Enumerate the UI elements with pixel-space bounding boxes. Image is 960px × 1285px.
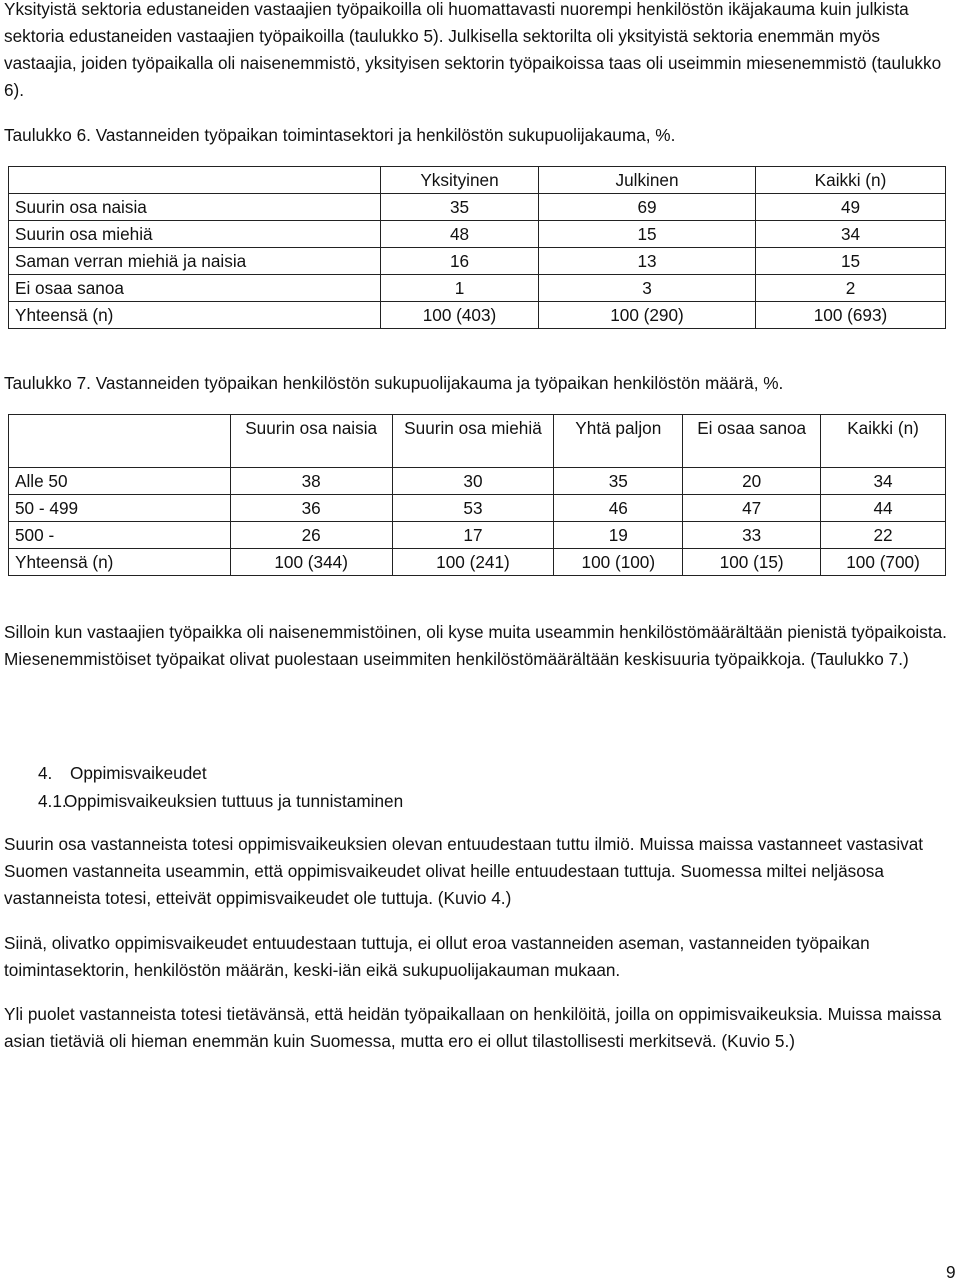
table6-header-cell: Julkinen: [539, 167, 756, 194]
row-label: Suurin osa naisia: [9, 194, 381, 221]
table6-header-cell: [9, 167, 381, 194]
table-cell: 2: [756, 275, 946, 302]
table-cell: 35: [554, 468, 683, 495]
table-total-row: [9, 549, 946, 576]
subsection-title: Oppimisvaikeuksien tuttuus ja tunnistaminen: [64, 791, 404, 811]
table-cell: 15: [756, 248, 946, 275]
table-cell: 17: [392, 522, 554, 549]
table-row: [9, 522, 946, 549]
table-cell: 49: [756, 194, 946, 221]
table6-header-cell: Yksityinen: [381, 167, 539, 194]
table-cell: 15: [539, 221, 756, 248]
table7-header-row: [9, 415, 946, 468]
table-cell: 26: [230, 522, 392, 549]
paragraph-no-difference: Siinä, olivatko oppimisvaikeudet entuudestaan tuttuja, ei ollut eroa vastanneiden aseman, vastanneiden työpaikan toimintasektorin, henkilöstön määrän, keski-iän eikä sukupuolijakauman mukaan.: [4, 933, 870, 980]
section-heading: [38, 760, 207, 787]
page-number: 9: [946, 1262, 956, 1282]
table-row: [9, 194, 946, 221]
section-number: 4.: [38, 763, 53, 783]
table-cell: 48: [381, 221, 539, 248]
table6-header-cell: Kaikki (n): [756, 167, 946, 194]
row-label: Yhteensä (n): [9, 549, 231, 576]
table7-header-cell: Suurin osa naisia: [230, 415, 392, 468]
table-cell: 53: [392, 495, 554, 522]
table-cell: 69: [539, 194, 756, 221]
row-label: 50 - 499: [9, 495, 231, 522]
row-label: Saman verran miehiä ja naisia: [9, 248, 381, 275]
table-cell: 19: [554, 522, 683, 549]
table7-header-cell: Suurin osa miehiä: [392, 415, 554, 468]
table7-header-cell: Yhtä paljon: [554, 415, 683, 468]
table-cell: 36: [230, 495, 392, 522]
table-cell: 46: [554, 495, 683, 522]
table7-header-cell: Ei osaa sanoa: [683, 415, 821, 468]
table6-caption: Taulukko 6. Vastanneiden työpaikan toimintasektori ja henkilöstön sukupuolijakauma, %.: [4, 125, 676, 145]
table7-caption: Taulukko 7. Vastanneiden työpaikan henkilöstön sukupuolijakauma ja työpaikan henkilöstön määrä, %.: [4, 373, 784, 393]
table-cell: 100 (693): [756, 302, 946, 329]
table-cell: 100 (15): [683, 549, 821, 576]
table-cell: 100 (241): [392, 549, 554, 576]
table-row: [9, 275, 946, 302]
table-cell: 47: [683, 495, 821, 522]
table7: [8, 414, 946, 576]
table-cell: 34: [821, 468, 946, 495]
table-cell: 38: [230, 468, 392, 495]
table-cell: 16: [381, 248, 539, 275]
row-label: 500 -: [9, 522, 231, 549]
table-cell: 100 (290): [539, 302, 756, 329]
table-cell: 100 (100): [554, 549, 683, 576]
table-cell: 13: [539, 248, 756, 275]
table-cell: 100 (403): [381, 302, 539, 329]
table-cell: 44: [821, 495, 946, 522]
paragraph-awareness: Yli puolet vastanneista totesi tietävänsä, että heidän työpaikallaan on henkilöitä, joilla on oppimisvaikeuksia. Muissa maissa asian tietäviä oli hieman enemmän kuin Suomessa, mutta ero ei ollut tilastollisesti merkitsevä. (Kuvio 5.): [4, 1004, 942, 1051]
paragraph-familiarity: Suurin osa vastanneista totesi oppimisvaikeuksien olevan entuudestaan tuttu ilmiö. Muissa maissa vastanneet vastasivat Suomen vastanneita useammin, että oppimisvaikeudet olivat heille entuudestaan tuttuja. Suomessa miltei neljäsosa vastanneista totesi, etteivät oppimisvaikeudet ole tuttuja. (Kuvio 4.): [4, 834, 924, 908]
table6-header-row: [9, 167, 946, 194]
table-cell: 100 (700): [821, 549, 946, 576]
table-cell: 30: [392, 468, 554, 495]
table-cell: 22: [821, 522, 946, 549]
table-cell: 33: [683, 522, 821, 549]
table-row: [9, 221, 946, 248]
table-row: [9, 248, 946, 275]
subsection-heading: [38, 788, 403, 815]
table-cell: 35: [381, 194, 539, 221]
intro-paragraph: Yksityistä sektoria edustaneiden vastaajien työpaikoilla oli huomattavasti nuorempi henkilöstön ikäjakauma kuin julkista sektoria edustaneiden vastaajien työpaikoilla (taulukko 5). Julkisella sektorilta oli yksityistä sektoria enemmän myös vastaajia, joiden työpaikalla oli naisenemmistö, yksityisen sektorin työpaikoissa taas oli useimmin miesenemmistö (taulukko 6).: [4, 0, 942, 100]
section-title: Oppimisvaikeudet: [70, 763, 207, 783]
table-cell: 20: [683, 468, 821, 495]
table-total-row: [9, 302, 946, 329]
row-label: Yhteensä (n): [9, 302, 381, 329]
table-cell: 3: [539, 275, 756, 302]
table-cell: 100 (344): [230, 549, 392, 576]
table-cell: 1: [381, 275, 539, 302]
table7-header-cell: [9, 415, 231, 468]
subsection-number: 4.1.: [38, 791, 67, 811]
row-label: Alle 50: [9, 468, 231, 495]
paragraph-table7-summary: Silloin kun vastaajien työpaikka oli naisenemmistöinen, oli kyse muita useammin henkilöstömäärältään pienistä työpaikoista. Miesenemmistöiset työpaikat olivat puolestaan useimmiten henkilöstömäärältään keskisuuria työpaikkoja. (Taulukko 7.): [4, 622, 947, 669]
table-cell: 34: [756, 221, 946, 248]
table-row: [9, 468, 946, 495]
table7-header-cell: Kaikki (n): [821, 415, 946, 468]
table6: [8, 166, 946, 329]
row-label: Ei osaa sanoa: [9, 275, 381, 302]
table-row: [9, 495, 946, 522]
row-label: Suurin osa miehiä: [9, 221, 381, 248]
